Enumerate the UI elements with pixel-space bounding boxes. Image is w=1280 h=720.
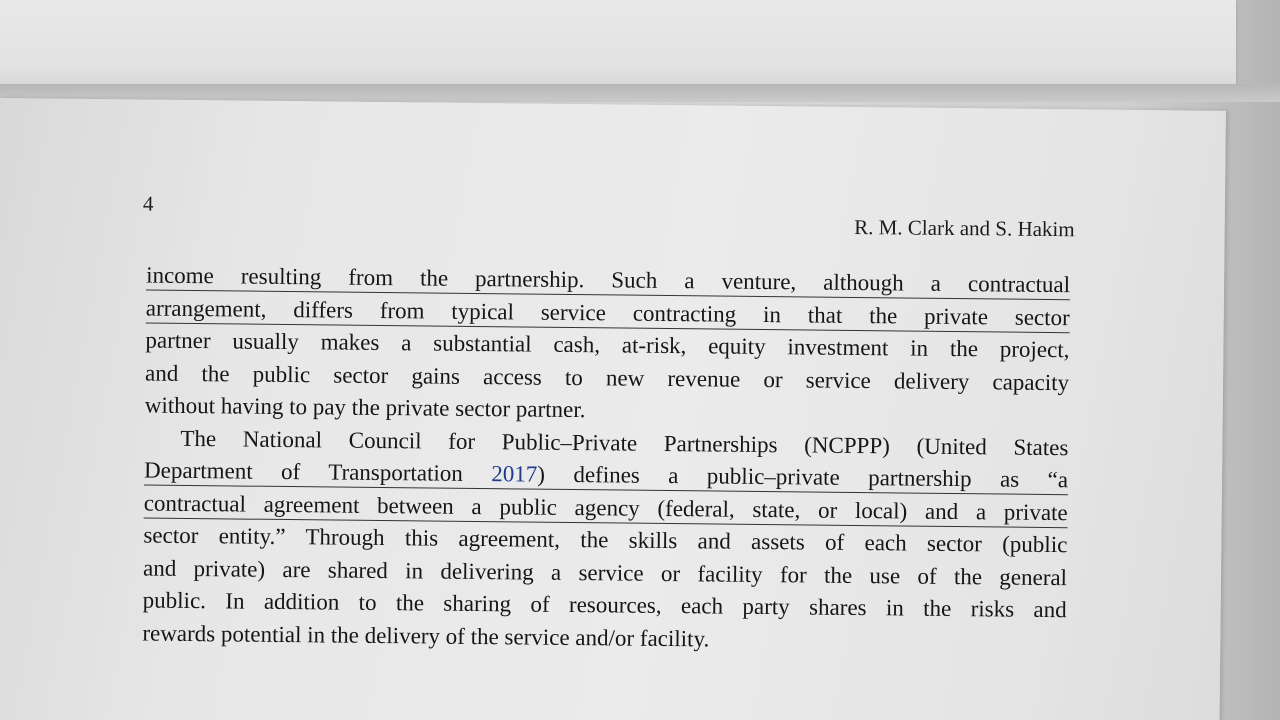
paragraph-1 bbox=[145, 260, 1071, 432]
paragraph-1-line-5: without having to pay the private sector partner. bbox=[144, 392, 586, 423]
paragraph-2-line-5: and private) are shared in delivering a service or facility for the use of the general bbox=[142, 555, 1068, 590]
paragraph-1-line-2: arrangement, differs from typical service contracting in that the private sector bbox=[145, 295, 1070, 330]
body-text bbox=[142, 260, 1070, 660]
running-head-authors: R. M. Clark and S. Hakim bbox=[854, 214, 1075, 242]
paragraph-2-line-6: public. In addition to the sharing of resources, each party shares in the risks and bbox=[142, 587, 1067, 623]
paragraph-2 bbox=[142, 422, 1068, 659]
paragraph-2-line-3: contractual agreement between a public agency (federal, state, or local) and a private bbox=[143, 490, 1068, 525]
paragraph-2-line-2-start: Department of Transportation bbox=[143, 457, 492, 487]
paragraph-2-line-4: sector entity.” Through this agreement, the skills and assets of each sector (public bbox=[143, 522, 1068, 558]
previous-page-edge bbox=[0, 0, 1236, 84]
page-number: 4 bbox=[142, 191, 154, 216]
paragraph-2-line-7: rewards potential in the delivery of the service and/or facility. bbox=[142, 620, 710, 651]
document-page bbox=[0, 98, 1226, 720]
citation-link-2017[interactable]: 2017 bbox=[491, 461, 538, 487]
paragraph-1-line-4: and the public sector gains access to new revenue or service delivery capacity bbox=[145, 360, 1070, 395]
paragraph-1-line-3: partner usually makes a substantial cash, at-risk, equity investment in the project, bbox=[145, 327, 1070, 363]
paragraph-2-line-1: The National Council for Public–Private Partnerships (NCPPP) (United States bbox=[180, 425, 1069, 460]
paragraph-1-line-1: income resulting from the partnership. Such a venture, although a contractual bbox=[146, 262, 1071, 298]
paragraph-2-line-2-end: ) defines a public–private partnership as “a bbox=[537, 461, 1069, 493]
